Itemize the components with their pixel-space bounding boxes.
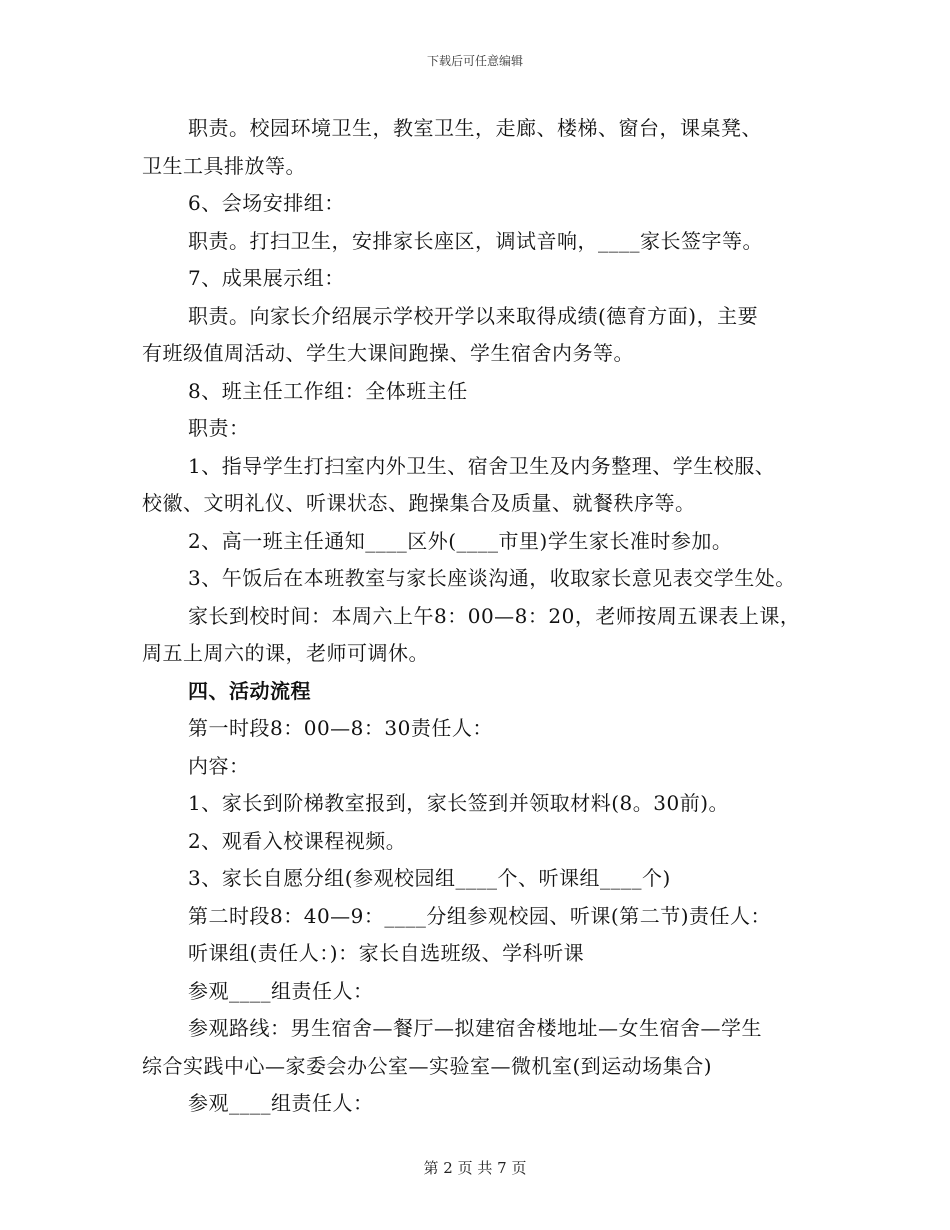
text-line: 家长到校时间：本周六上午8：00—8：20，老师按周五课表上课，: [188, 603, 801, 628]
text-line: 职责。打扫卫生，安排家长座区，调试音响，____家长签字等。: [188, 228, 763, 253]
section-heading: 四、活动流程: [188, 678, 311, 703]
text-line: 综合实践中心—家委会办公室—实验室—微机室(到运动场集合): [142, 1053, 713, 1078]
text-line: 2、观看入校课程视频。: [188, 828, 407, 853]
text-line: 6、会场安排组：: [188, 191, 345, 215]
page-footer: 第 2 页 共 7 页: [423, 1159, 527, 1177]
text-line: 听课组(责任人：)：家长自选班级、学科听课: [188, 941, 585, 965]
text-line: 参观路线：男生宿舍—餐厅—拟建宿舍楼地址—女生宿舍—学生: [188, 1016, 762, 1040]
text-line: 1、家长到阶梯教室报到，家长签到并领取材料(8。30前)。: [188, 791, 730, 815]
document-body: [142, 110, 822, 1123]
text-line: 7、成果展示组：: [188, 266, 345, 290]
text-line: 参观____组责任人：: [188, 1091, 374, 1115]
page-header: 下载后可任意编辑: [426, 54, 523, 68]
text-line: 参观____组责任人：: [188, 978, 374, 1003]
text-line: 职责。向家长介绍展示学校开学以来取得成绩(德育方面)，主要: [188, 303, 759, 328]
text-line: 周五上周六的课，老师可调休。: [142, 641, 429, 665]
text-line: 有班级值周活动、学生大课间跑操、学生宿舍内务等。: [142, 341, 634, 365]
text-line: 职责。校园环境卫生，教室卫生，走廊、楼梯、窗台，课桌凳、: [188, 116, 762, 140]
text-line: 2、高一班主任通知____区外(____市里)学生家长准时参加。: [188, 528, 733, 553]
text-line: 校徽、文明礼仪、听课状态、跑操集合及质量、就餐秩序等。: [142, 491, 696, 515]
text-line: 第一时段8：00—8：30责任人：: [188, 716, 493, 740]
text-line: 3、家长自愿分组(参观校园组____个、听课组____个): [188, 866, 671, 890]
text-line: 8、班主任工作组：全体班主任: [188, 378, 468, 403]
text-line: 1、指导学生打扫室内外卫生、宿舍卫生及内务整理、学生校服、: [188, 453, 776, 478]
text-line: 内容：: [188, 753, 250, 778]
text-line: 卫生工具排放等。: [142, 153, 306, 178]
text-line: 职责：: [188, 416, 250, 440]
text-line: 3、午饭后在本班教室与家长座谈沟通，收取家长意见表交学生处。: [188, 566, 796, 590]
text-line: 第二时段8：40—9：____分组参观校园、听课(第二节)责任人：: [188, 903, 772, 928]
